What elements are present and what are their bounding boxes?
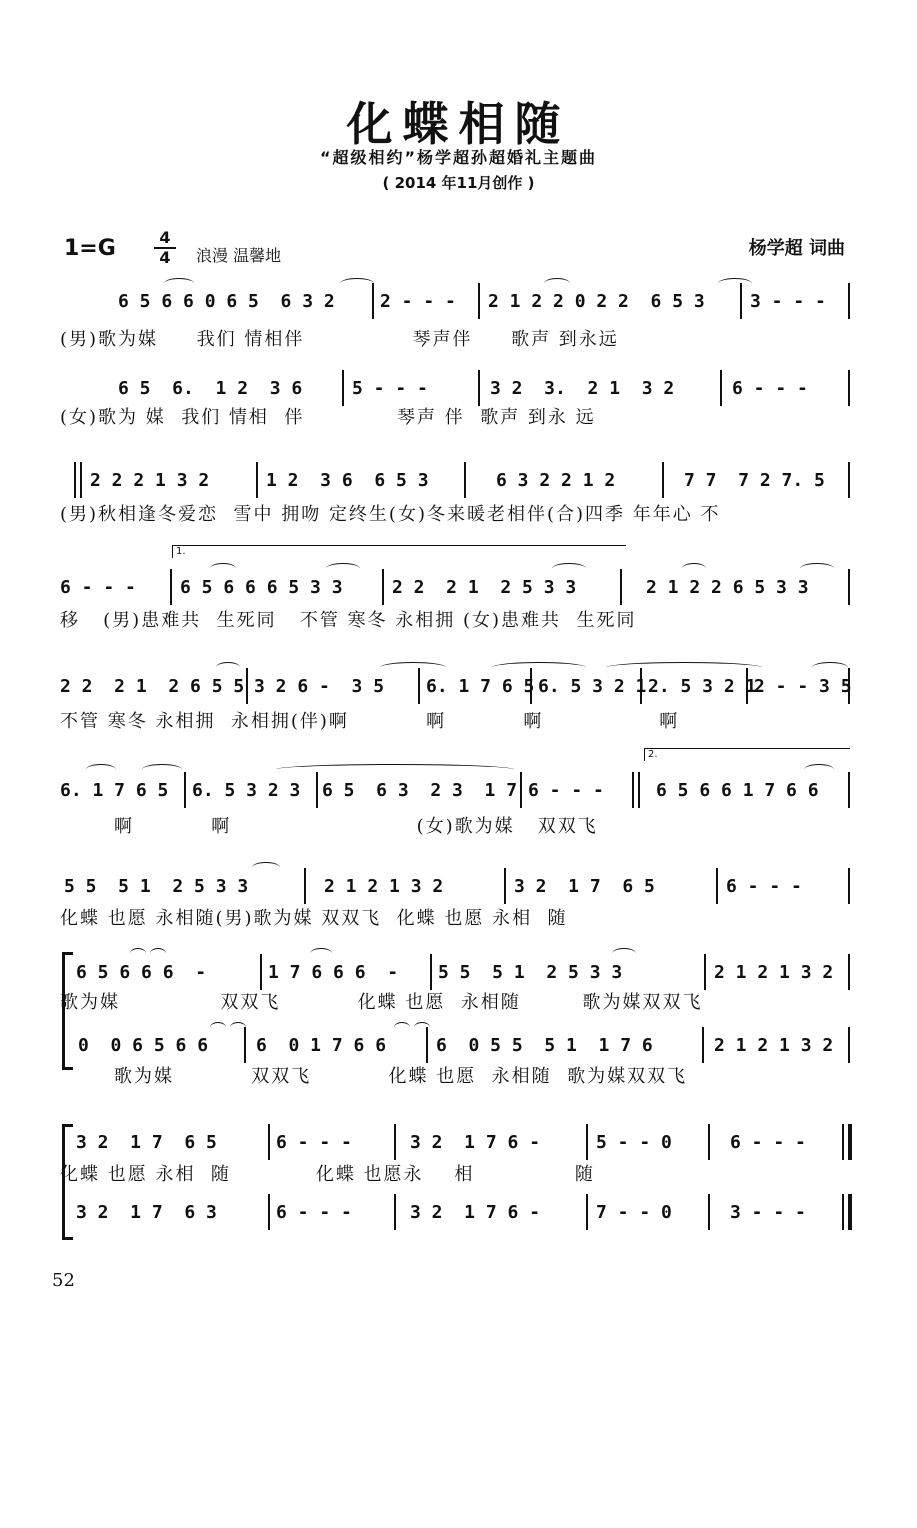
measure: 6 3 2 2 1 2 [496,470,616,491]
measure: 2 1 2 1 3 2 [324,876,444,897]
measure: 6 5 6 6 0 6 5 6 3 2 [118,291,335,312]
measure: 2 2 2 1 2 6 5 5 [60,676,245,697]
measure: 1 7 6 6 6 - [268,962,399,983]
measure: 3 2 1 7 6 - [410,1132,541,1153]
notation-row-10 [60,1128,850,1158]
measure: 2 1 2 2 0 2 2 6 5 3 [488,291,705,312]
measure: 0 0 6 5 6 6 [78,1035,209,1056]
notation-row-7 [60,872,850,902]
notation-row-2 [60,374,850,404]
lyric-line-5: 不管 寒冬 永相拥 永相拥(伴)啊 啊 啊 啊 [60,711,680,732]
measure: 6. 5 3 2 1 [538,676,647,697]
key-signature: 1=G [64,236,116,261]
lyric-line-4: 移 (男)患难共 生死同 不管 寒冬 永相拥 (女)患难共 生死同 [60,610,637,631]
measure: 6 - - - [276,1202,352,1223]
lyric-line-3: (男)秋相逢冬爱恋 雪中 拥吻 定终生(女)冬来暖老相伴(合)四季 年年心 不 [60,504,721,525]
measure: 3 2 3. 2 1 3 2 [490,378,675,399]
measure: 6 0 1 7 6 6 [256,1035,387,1056]
lyric-line-1: (男)歌为媒 我们 情相伴 琴声伴 歌声 到永远 [60,329,619,350]
measure: 7 - - 0 [596,1202,672,1223]
time-signature-top: 4 [159,228,171,247]
measure: 3 2 1 7 6 5 [76,1132,217,1153]
lyric-line-2: (女)歌为 媒 我们 情相 伴 琴声 伴 歌声 到永 远 [60,407,596,428]
notation-row-6 [60,776,850,806]
measure: 3 2 1 7 6 3 [76,1202,217,1223]
notation-row-5 [60,672,850,702]
measure: 6 5 6 6 6 - [76,962,207,983]
notation-row-8 [60,958,850,988]
measure: 6 5 6 3 2 3 1 7 [322,780,518,801]
measure: 6 5 6 6 1 7 6 6 [656,780,819,801]
measure: 3 2 1 7 6 - [410,1202,541,1223]
measure: 6 - - - [276,1132,352,1153]
measure: 6 - - - [726,876,802,897]
lyric-line-9: 歌为媒 双双飞 化蝶 也愿 永相随 歌为媒双双飞 [60,1066,688,1087]
measure: 3 2 1 7 6 5 [514,876,655,897]
notation-row-3 [60,466,850,496]
measure: 2. 5 3 2 1 [648,676,757,697]
measure: 5 - - 0 [596,1132,672,1153]
measure: 2 1 2 2 6 5 3 3 [646,577,809,598]
measure: 6 - - - [732,378,808,399]
song-title: 化蝶相随 [346,97,571,151]
measure: 3 - - - [730,1202,806,1223]
measure: 5 - - - [352,378,428,399]
notation-row-4 [60,573,850,603]
measure: 1 2 3 6 6 5 3 [266,470,429,491]
measure: 5 5 5 1 2 5 3 3 [64,876,249,897]
measure: 6 5 6 6 6 5 3 3 [180,577,343,598]
measure: 7 7 7 2 7. 5 [684,470,825,491]
measure: 2 1 2 1 3 2 [714,1035,834,1056]
notation-row-9 [60,1031,850,1061]
volta-bracket-2: 2. [644,748,850,761]
measure: 3 2 6 - 3 5 [254,676,385,697]
measure: 2 1 2 1 3 2 [714,962,834,983]
measure: 3 - - - [750,291,826,312]
measure: 6 - - - [528,780,604,801]
lyric-line-10: 化蝶 也愿 永相 随 化蝶 也愿永 相 随 [60,1164,595,1185]
measure: 2 2 2 1 2 5 3 3 [392,577,577,598]
measure: 6 5 6. 1 2 3 6 [118,378,303,399]
measure: 5 5 5 1 2 5 3 3 [438,962,623,983]
song-subtitle: “超级相约”杨学超孙超婚礼主题曲 [319,148,598,167]
time-signature [154,230,176,266]
measure: 6 0 5 5 5 1 1 7 6 [436,1035,653,1056]
page-number: 52 [52,1270,75,1291]
tempo-marking: 浪漫 温馨地 [196,246,282,265]
lyric-line-7: 化蝶 也愿 永相随(男)歌为媒 双双飞 化蝶 也愿 永相 随 [60,908,568,929]
lyric-line-6: 啊 啊 (女)歌为媒 双双飞 [60,816,598,837]
volta-bracket-1: 1. [172,545,626,558]
measure: 2 - - - [380,291,456,312]
measure: 6. 5 3 2 3 [192,780,301,801]
measure: 2 - - 3 5 [754,676,852,697]
time-signature-bottom: 4 [159,248,171,267]
measure: 2 2 2 1 3 2 [90,470,210,491]
creation-date: ( 2014 年11月创作 ) [382,174,535,192]
measure: 6. 1 7 6 5 [60,780,169,801]
notation-row-1 [60,287,850,317]
measure: 6. 1 7 6 5 [426,676,535,697]
author-credit: 杨学超 词曲 [748,238,845,259]
measure: 6 - - - [730,1132,806,1153]
lyric-line-8: 歌为媒 双双飞 化蝶 也愿 永相随 歌为媒双双飞 [60,992,703,1013]
measure: 6 - - - [60,577,136,598]
notation-row-11 [60,1198,850,1228]
